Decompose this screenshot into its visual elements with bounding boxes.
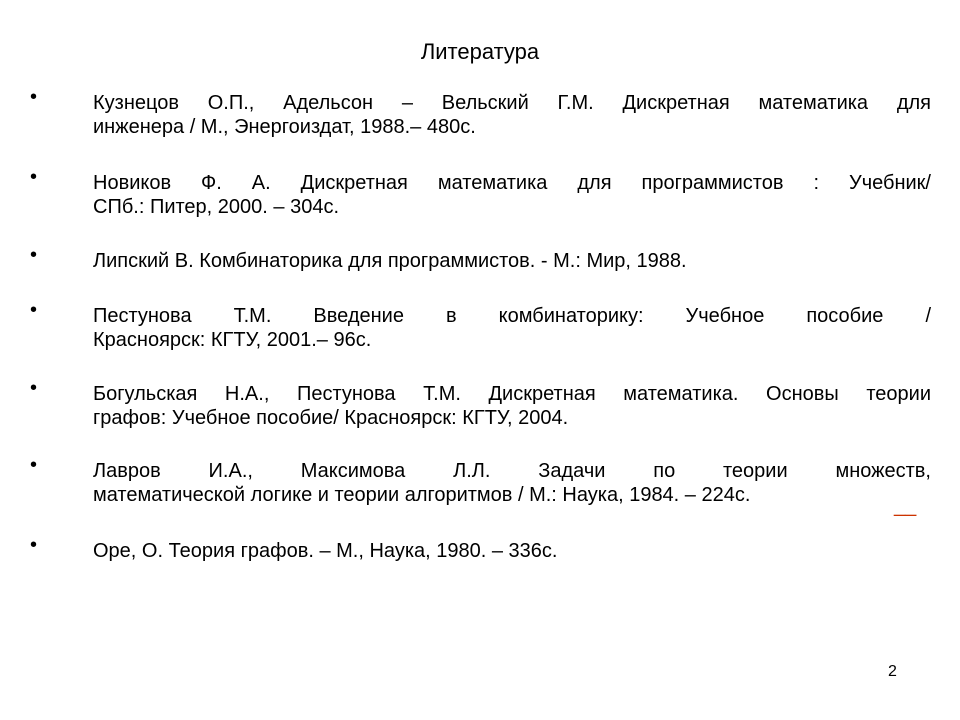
reference-line: графов: Учебное пособие/ Красноярск: КГТУ, 2004. — [93, 407, 569, 429]
bullet-icon: • — [30, 86, 38, 108]
bullet-icon: • — [30, 377, 38, 399]
reference-text — [93, 382, 931, 430]
reference-line: математической логике и теории алгоритмов / М.: Наука, 1984. – 224с. — [93, 484, 751, 506]
red-underline-mark: __ — [894, 495, 917, 517]
page-number: 2 — [888, 663, 897, 680]
reference-line: Оре, О. Теория графов. – М., Наука, 1980. – 336с. — [93, 540, 558, 562]
bullet-icon: • — [30, 534, 38, 556]
reference-line: инженера / М., Энергоиздат, 1988.– 480с. — [93, 116, 476, 138]
reference-line: Красноярск: КГТУ, 2001.– 96с. — [93, 329, 372, 351]
reference-text — [93, 249, 931, 273]
bullet-icon: • — [30, 244, 38, 266]
reference-line: СПб.: Питер, 2000. – 304с. — [93, 196, 339, 218]
slide-title: Литература — [420, 39, 540, 64]
reference-line: Лавров И.А., Максимова Л.Л. Задачи по теории множеств, — [93, 460, 931, 482]
reference-text — [93, 539, 931, 563]
reference-text — [93, 304, 931, 352]
reference-line: Кузнецов О.П., Адельсон – Вельский Г.М. Дискретная математика для — [93, 92, 931, 114]
reference-line: Липский В. Комбинаторика для программистов. - М.: Мир, 1988. — [93, 250, 687, 272]
reference-line: Новиков Ф. А. Дискретная математика для программистов : Учебник/ — [93, 172, 931, 194]
reference-text — [93, 459, 931, 507]
bullet-icon: • — [30, 166, 38, 188]
reference-line: Богульская Н.А., Пестунова Т.М. Дискретная математика. Основы теории — [93, 383, 931, 405]
bullet-icon: • — [30, 454, 38, 476]
reference-text — [93, 91, 931, 139]
reference-text — [93, 171, 931, 219]
bullet-icon: • — [30, 299, 38, 321]
reference-line: Пестунова Т.М. Введение в комбинаторику: Учебное пособие / — [93, 305, 931, 327]
